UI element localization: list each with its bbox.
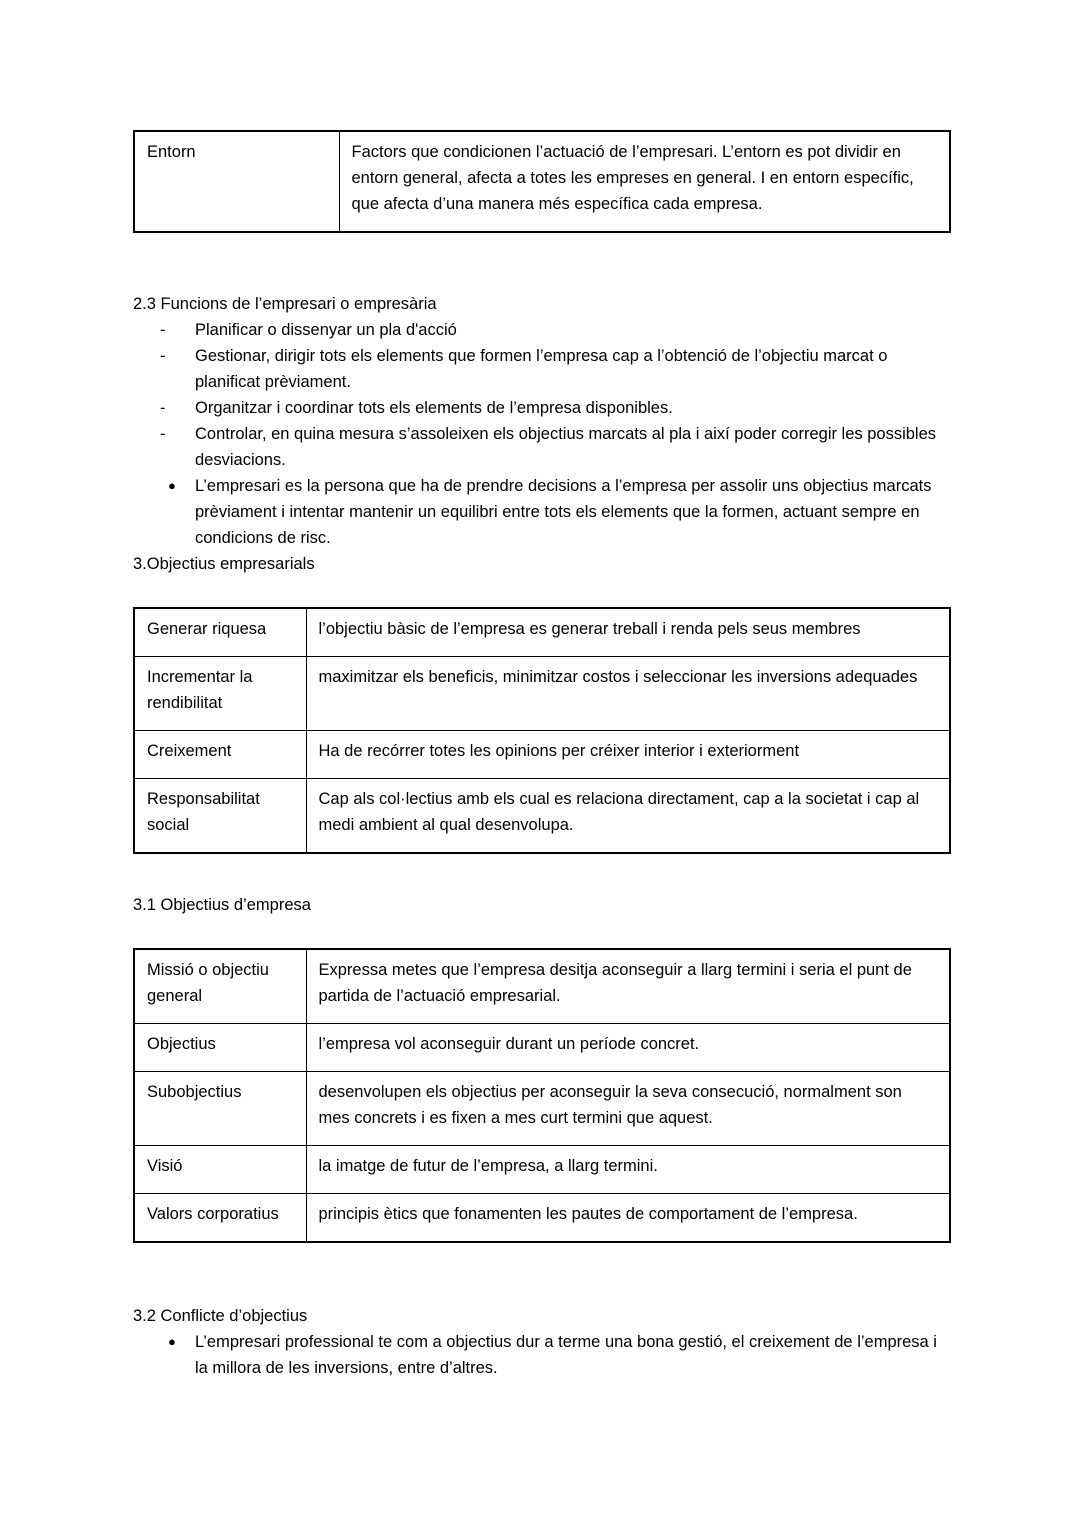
section-heading-2-3: 2.3 Funcions de l’empresari o empresària [133, 295, 437, 313]
list-item-text: L’empresari professional te com a objectius dur a terme una bona gestió, el creixement de l’empresa i la millora de les inversions, entre d’altres. [195, 1333, 937, 1377]
list-item [133, 395, 951, 421]
term-cell: Missió o objectiu general [134, 949, 306, 1024]
term-cell: Entorn [134, 131, 339, 232]
term-cell: Incrementar la rendibilitat [134, 657, 306, 731]
definition-cell: l’objectiu bàsic de l’empresa es generar treball i renda pels seus membres [306, 608, 950, 657]
definition-cell: principis ètics que fonamenten les pautes de comportament de l’empresa. [306, 1194, 950, 1243]
definition-cell: Factors que condicionen l’actuació de l’empresari. L’entorn es pot dividir en entorn general, afecta a totes les empreses en general. I en entorn específic, que afecta d’una manera més específica cada empresa. [339, 131, 950, 232]
definition-cell: Cap als col·lectius amb els cual es relaciona directament, cap a la societat i cap al medi ambient al qual desenvolupa. [306, 779, 950, 854]
term-cell: Visió [134, 1146, 306, 1194]
list-item [133, 1329, 951, 1381]
table-row [134, 1194, 950, 1243]
table-row [134, 1146, 950, 1194]
list-item-text: Gestionar, dirigir tots els elements que formen l’empresa cap a l’obtenció de l’objectiu marcat o planificat prèviament. [195, 347, 888, 391]
functions-list [133, 317, 951, 551]
term-cell: Generar riquesa [134, 608, 306, 657]
list-item-text: Controlar, en quina mesura s’assoleixen els objectius marcats al pla i així poder corregir les possibles desviacions. [195, 425, 937, 469]
list-item [133, 421, 951, 473]
definition-cell: desenvolupen els objectius per aconseguir la seva consecució, normalment son mes concrets i es fixen a mes curt termini que aquest. [306, 1072, 950, 1146]
table-row [134, 131, 950, 232]
section-heading-3-1: 3.1 Objectius d’empresa [133, 896, 311, 914]
table-row [134, 1072, 950, 1146]
list-item-text: Planificar o dissenyar un pla d'acció [195, 321, 457, 339]
conflict-list [133, 1329, 951, 1381]
company-objectives-table [133, 948, 951, 1243]
section-heading-3: 3.Objectius empresarials [133, 555, 315, 573]
document-content [133, 130, 951, 1381]
term-cell: Creixement [134, 731, 306, 779]
table-row [134, 949, 950, 1024]
term-cell: Responsabilitat social [134, 779, 306, 854]
list-item [133, 317, 951, 343]
term-cell: Objectius [134, 1024, 306, 1072]
definition-cell: Ha de recórrer totes les opinions per créixer interior i exteriorment [306, 731, 950, 779]
section-heading-3-2: 3.2 Conflicte d’objectius [133, 1307, 308, 1325]
list-item-text: Organitzar i coordinar tots els elements de l’empresa disponibles. [195, 399, 673, 417]
term-cell: Valors corporatius [134, 1194, 306, 1243]
table-row [134, 779, 950, 854]
business-objectives-table [133, 607, 951, 854]
definition-cell: Expressa metes que l’empresa desitja aconseguir a llarg termini i seria el punt de partida de l’actuació empresarial. [306, 949, 950, 1024]
dash-marker: - [160, 347, 166, 365]
definition-cell: la imatge de futur de l’empresa, a llarg termini. [306, 1146, 950, 1194]
table-row [134, 1024, 950, 1072]
list-item [133, 473, 951, 551]
table-row [134, 731, 950, 779]
dash-marker: - [160, 425, 166, 443]
entorn-definition-table [133, 130, 951, 233]
table-row [134, 657, 950, 731]
table-row [134, 608, 950, 657]
term-cell: Subobjectius [134, 1072, 306, 1146]
list-item-text: L’empresari es la persona que ha de prendre decisions a l’empresa per assolir uns objectius marcats prèviament i intentar mantenir un equilibri entre tots els elements que la formen, actuant sempre en condicions de risc. [195, 477, 932, 547]
dash-marker: - [160, 321, 166, 339]
definition-cell: l’empresa vol aconseguir durant un període concret. [306, 1024, 950, 1072]
bullet-marker: ● [168, 478, 176, 493]
dash-marker: - [160, 399, 166, 417]
definition-cell: maximitzar els beneficis, minimitzar costos i seleccionar les inversions adequades [306, 657, 950, 731]
list-item [133, 343, 951, 395]
bullet-marker: ● [168, 1334, 176, 1349]
